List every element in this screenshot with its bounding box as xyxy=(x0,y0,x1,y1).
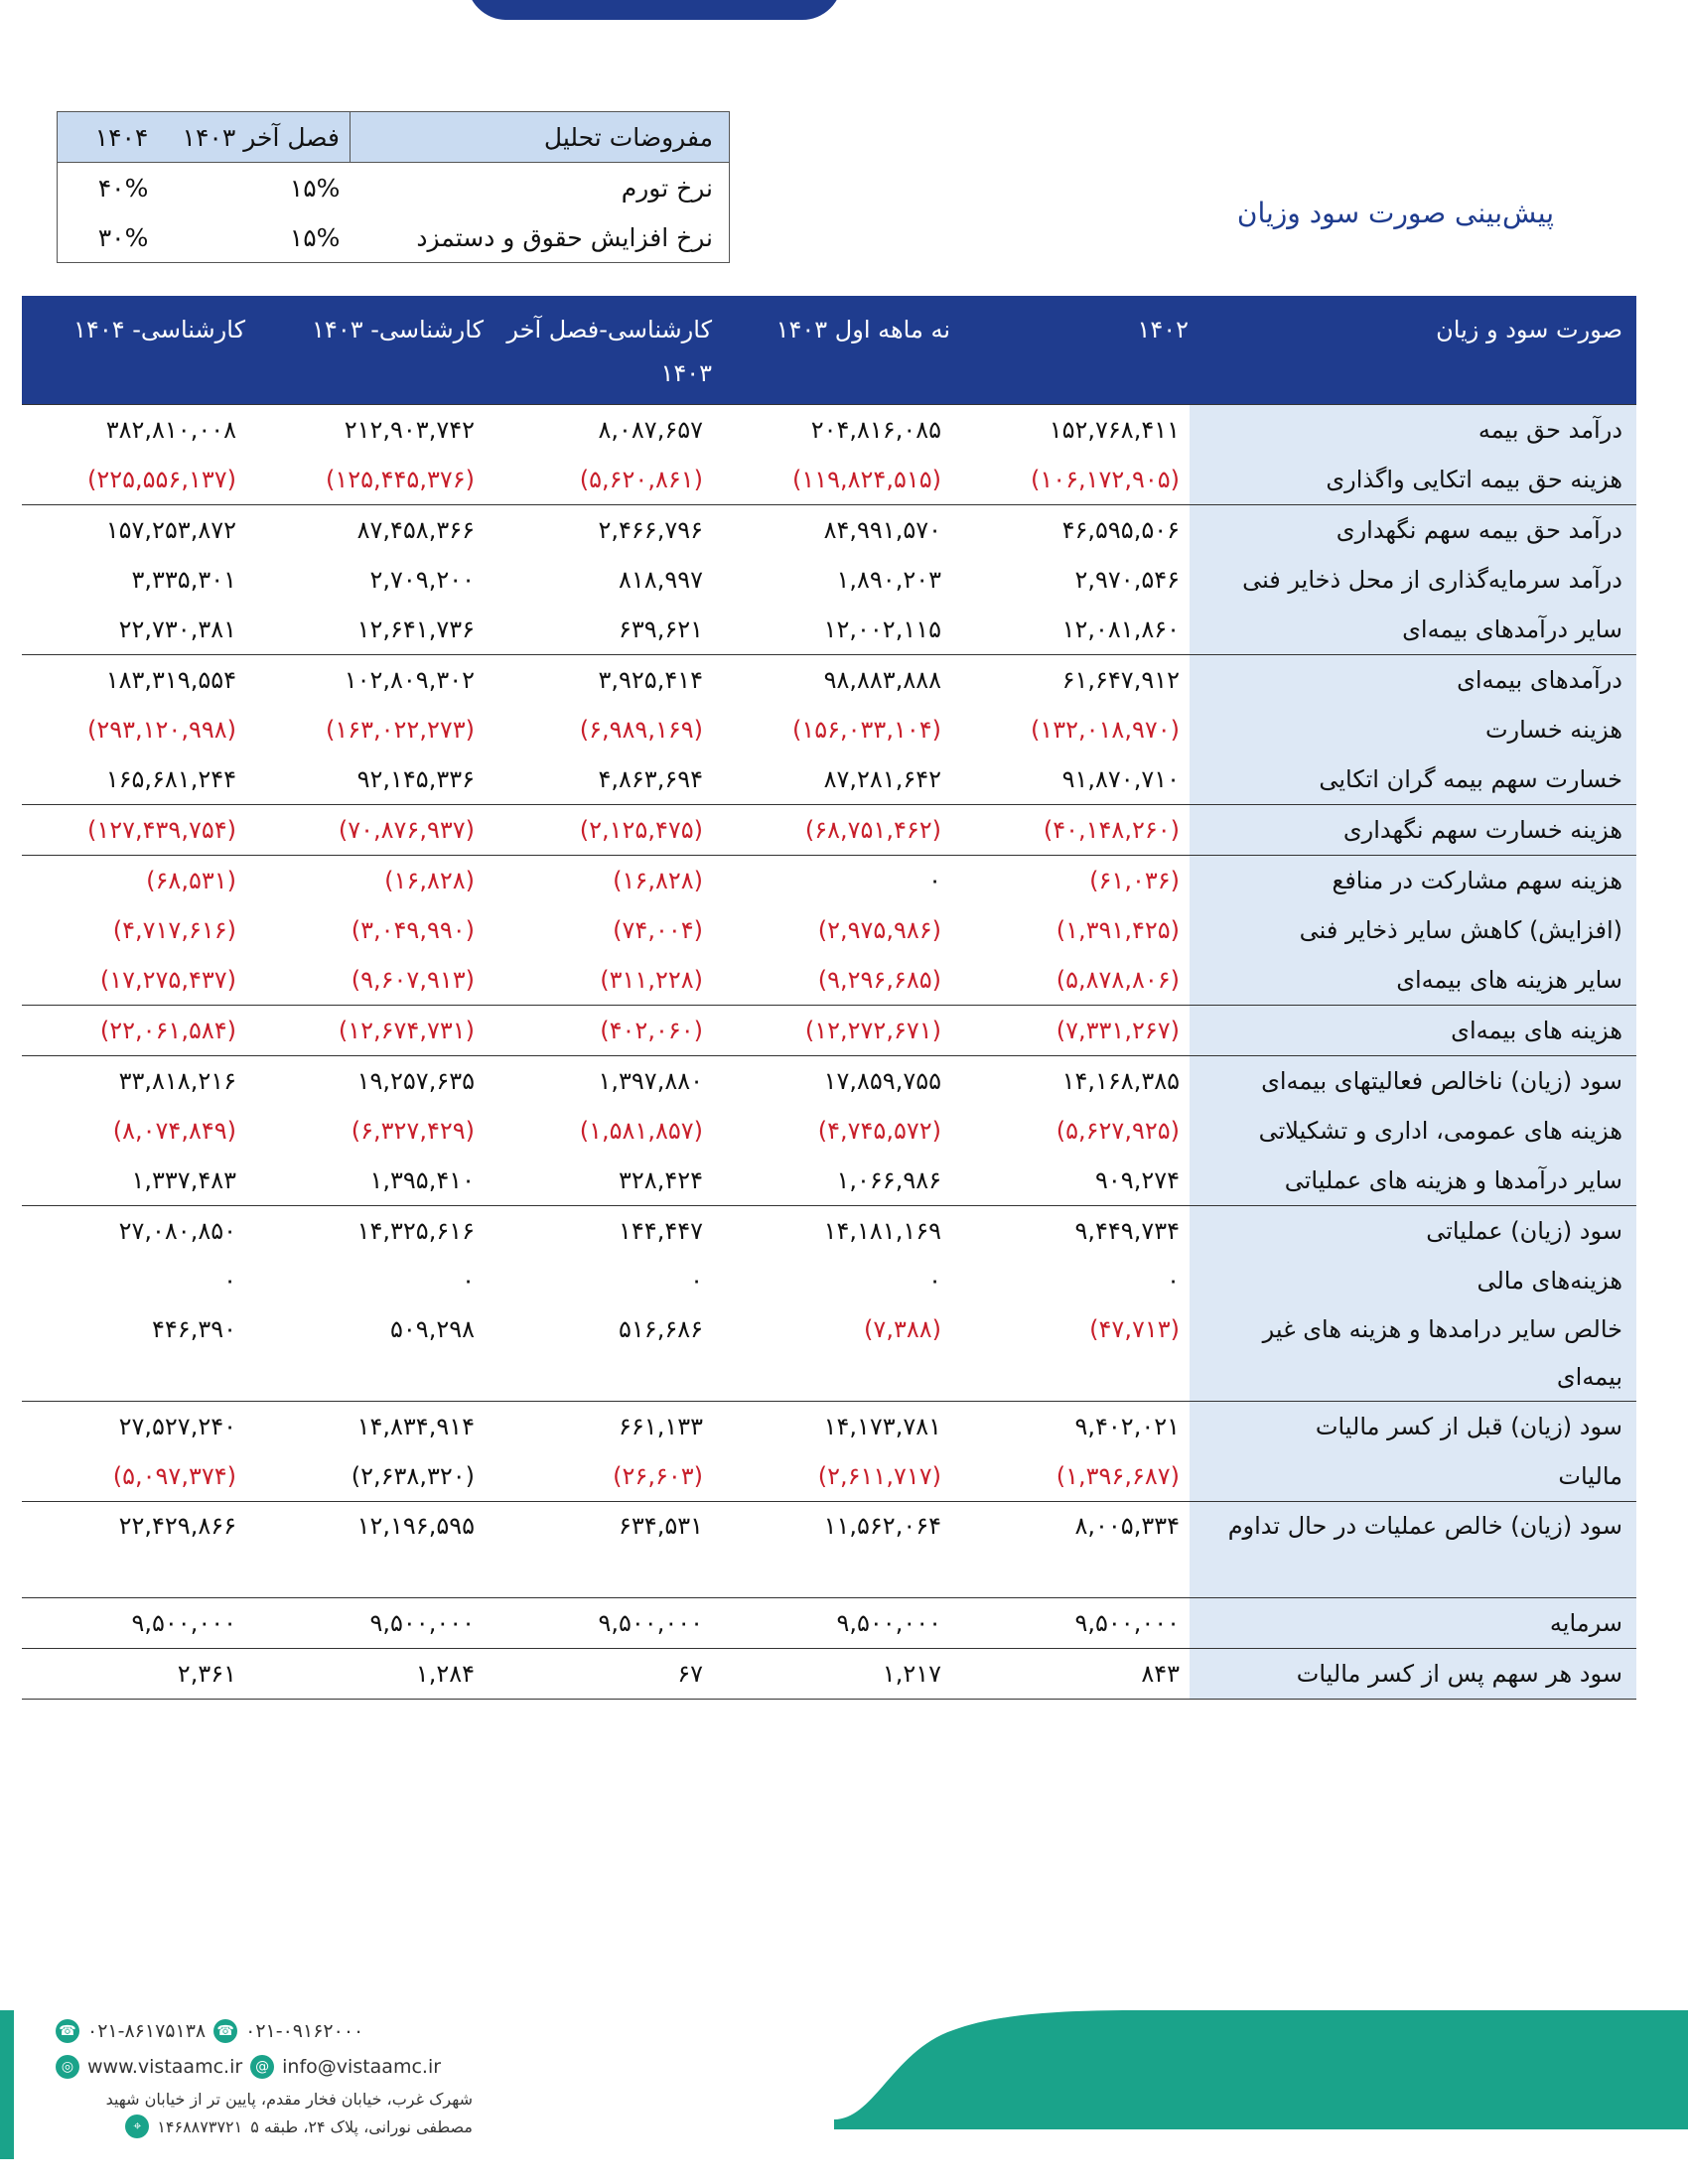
cell-value: ۳,۳۳۵,۳۰۱ xyxy=(131,566,236,594)
cell-value: ۹,۵۰۰,۰۰۰ xyxy=(713,1598,951,1649)
row-label: هزینه خسارت xyxy=(1190,705,1636,754)
cell-value: ۹,۵۰۰,۰۰۰ xyxy=(246,1598,485,1649)
footer-accent-bar xyxy=(0,2010,14,2159)
cell-value: ۹۸,۸۸۳,۸۸۸ xyxy=(713,655,951,706)
row-label: هزینه خسارت سهم نگهداری xyxy=(1190,805,1636,856)
cell-value: ۰ xyxy=(713,856,951,906)
cell-value: (۴,۷۱۷,۶۱۶) xyxy=(112,916,236,944)
footer-wave-decoration xyxy=(834,2010,1688,2129)
row-label: هزینه حق بیمه اتکایی واگذاری xyxy=(1190,455,1636,505)
cell-value: (۹,۲۹۶,۶۸۵) xyxy=(817,966,941,994)
cell-value: (۲۹۳,۱۲۰,۹۹۸) xyxy=(86,716,236,744)
cell-value: ۸۷,۴۵۸,۳۶۶ xyxy=(246,505,485,556)
cell-value: (۵,۶۲۰,۸۶۱) xyxy=(579,466,703,493)
row-label: هزینه های بیمه‌ای xyxy=(1190,1006,1636,1056)
cell-value: ۵۱۶,۶۸۶ xyxy=(619,1315,703,1343)
cell-value: (۲۲,۰۶۱,۵۸۴) xyxy=(22,1006,246,1056)
cell-value: ۱۵۷,۲۵۳,۸۷۲ xyxy=(22,505,246,556)
footer-phone-row xyxy=(56,2013,473,2049)
cell-value: ۱۴,۳۲۵,۶۱۶ xyxy=(246,1206,485,1257)
table-row xyxy=(22,1305,1636,1402)
cell-value: ۰ xyxy=(1167,1267,1180,1295)
cell-value: ۲,۳۶۱ xyxy=(22,1649,246,1700)
header-1402: ۱۴۰۲ xyxy=(951,296,1190,405)
assumptions-row xyxy=(58,163,730,213)
cell-value: (۱۶,۸۲۸) xyxy=(485,856,713,906)
cell-value: ۴۴۶,۳۹۰ xyxy=(152,1315,236,1343)
cell-value: (۷۴,۰۰۴) xyxy=(613,916,703,944)
cell-value: (۶۸,۵۳۱) xyxy=(22,856,246,906)
table-row xyxy=(22,705,1636,754)
table-row xyxy=(22,754,1636,805)
cell-value: (۱۲,۶۷۴,۷۳۱) xyxy=(246,1006,485,1056)
row-label: هزینه‌های مالی xyxy=(1190,1256,1636,1305)
cell-value: ۱۲,۱۹۶,۵۹۵ xyxy=(246,1502,485,1598)
cell-value: ۸,۰۰۵,۳۳۴ xyxy=(951,1502,1190,1598)
cell-value: ۵۰۹,۲۹۸ xyxy=(390,1315,475,1343)
cell-value: (۱۲۵,۴۴۵,۳۷۶) xyxy=(325,466,475,493)
cell-value: (۲,۶۱۱,۷۱۷) xyxy=(817,1462,941,1490)
cell-value: ۳۲۸,۴۲۴ xyxy=(619,1166,703,1194)
cell-value: ۹,۵۰۰,۰۰۰ xyxy=(951,1598,1190,1649)
page-title: پیش‌بینی صورت سود وزیان xyxy=(1236,197,1554,229)
cell-value: ۹,۴۴۹,۷۳۴ xyxy=(951,1206,1190,1257)
cell-value: ۱۷,۸۵۹,۷۵۵ xyxy=(713,1056,951,1107)
footer-address-row xyxy=(56,2085,473,2113)
row-label: سود (زیان) قبل از کسر مالیات xyxy=(1190,1402,1636,1452)
row-label: خسارت سهم بیمه گران اتکایی xyxy=(1190,754,1636,805)
cell-value: ۶۳۴,۵۳۱ xyxy=(485,1502,713,1598)
row-label: هزینه های عمومی، اداری و تشکیلاتی xyxy=(1190,1106,1636,1156)
cell-value: ۳۸۲,۸۱۰,۰۰۸ xyxy=(22,405,246,456)
table-row xyxy=(22,1006,1636,1056)
row-label: (افزایش) کاهش سایر ذخایر فنی xyxy=(1190,905,1636,955)
cell-value: (۴,۷۴۵,۵۷۲) xyxy=(817,1117,941,1145)
cell-value: ۱۱,۵۶۲,۰۶۴ xyxy=(713,1502,951,1598)
cell-value: ۸,۰۸۷,۶۵۷ xyxy=(485,405,713,456)
row-label: مالیات xyxy=(1190,1451,1636,1502)
table-row xyxy=(22,1156,1636,1206)
cell-value: ۲,۹۷۰,۵۴۶ xyxy=(1074,566,1180,594)
assumptions-table xyxy=(57,111,730,263)
table-row xyxy=(22,1056,1636,1107)
table-row xyxy=(22,455,1636,505)
cell-value: ۹,۴۰۲,۰۲۱ xyxy=(951,1402,1190,1452)
footer-contact xyxy=(56,2013,473,2140)
cell-value: (۱,۵۸۱,۸۵۷) xyxy=(579,1117,703,1145)
location-icon: ⌖ xyxy=(125,2115,149,2138)
phone-icon: ☎ xyxy=(213,2019,237,2043)
header-last-quarter-1403: کارشناسی-فصل آخر ۱۴۰۳ xyxy=(485,296,713,405)
table-row xyxy=(22,1402,1636,1452)
cell-value: (۵,۰۹۷,۳۷۴) xyxy=(112,1462,236,1490)
header-expert-1403: کارشناسی- ۱۴۰۳ xyxy=(246,296,485,405)
address-line: مصطفی نورانی، پلاک ۲۴، طبقه ۵ xyxy=(250,2116,473,2136)
assumptions-value: ۱۵% xyxy=(289,173,341,203)
header-expert-1404: کارشناسی- ۱۴۰۴ xyxy=(22,296,246,405)
cell-value: (۱۱۹,۸۲۴,۵۱۵) xyxy=(791,466,941,493)
cell-value: (۶۱,۰۳۶) xyxy=(951,856,1190,906)
cell-value: ۳۳,۸۱۸,۲۱۶ xyxy=(22,1056,246,1107)
cell-value: ۲,۴۶۶,۷۹۶ xyxy=(485,505,713,556)
cell-value: (۱,۳۹۶,۶۸۷) xyxy=(1055,1462,1180,1490)
cell-value: (۷۰,۸۷۶,۹۳۷) xyxy=(246,805,485,856)
phone-icon: ☎ xyxy=(56,2019,79,2043)
cell-value: ۹,۵۰۰,۰۰۰ xyxy=(22,1598,246,1649)
table-row xyxy=(22,905,1636,955)
cell-value: ۶۶۱,۱۳۳ xyxy=(485,1402,713,1452)
cell-value: (۳۱۱,۲۲۸) xyxy=(600,966,703,994)
table-row xyxy=(22,555,1636,605)
table-row xyxy=(22,1206,1636,1257)
cell-value: ۱۴,۱۸۱,۱۶۹ xyxy=(713,1206,951,1257)
cell-value: ۹۱,۸۷۰,۷۱۰ xyxy=(1061,765,1180,793)
table-row xyxy=(22,655,1636,706)
cell-value: ۹۲,۱۴۵,۳۳۶ xyxy=(356,765,475,793)
cell-value: (۷,۳۸۸) xyxy=(864,1315,941,1343)
cell-value: ۸۷,۲۸۱,۶۴۲ xyxy=(823,765,941,793)
table-row xyxy=(22,1106,1636,1156)
cell-value: ۲۱۲,۹۰۳,۷۴۲ xyxy=(246,405,485,456)
table-row xyxy=(22,955,1636,1006)
assumptions-label: نرخ افزایش حقوق و دستمزد xyxy=(416,222,713,252)
cell-value: (۱۲۷,۴۳۹,۷۵۴) xyxy=(22,805,246,856)
cell-value: ۱,۳۹۷,۸۸۰ xyxy=(485,1056,713,1107)
row-label: سرمایه xyxy=(1190,1598,1636,1649)
cell-value: ۰ xyxy=(928,1267,941,1295)
income-header-row xyxy=(22,296,1636,405)
row-label: سود (زیان) خالص عملیات در حال تداوم xyxy=(1190,1502,1636,1598)
cell-value: ۱,۳۹۵,۴۱۰ xyxy=(369,1166,475,1194)
table-row xyxy=(22,1256,1636,1305)
cell-value: ۱۵۲,۷۶۸,۴۱۱ xyxy=(951,405,1190,456)
assumptions-value: ۴۰% xyxy=(97,173,149,203)
cell-value: ۶۷ xyxy=(485,1649,713,1700)
assumptions-title: مفروضات تحلیل xyxy=(350,112,729,163)
assumptions-value: ۳۰% xyxy=(97,222,149,252)
table-row xyxy=(22,856,1636,906)
cell-value: (۴۰,۱۴۸,۲۶۰) xyxy=(951,805,1190,856)
cell-value: (۳,۰۴۹,۹۹۰) xyxy=(351,916,475,944)
table-row xyxy=(22,1502,1636,1598)
row-label: درآمد حق بیمه سهم نگهداری xyxy=(1190,505,1636,556)
cell-value: ۱۶۵,۶۸۱,۲۴۴ xyxy=(105,765,236,793)
cell-value: ۱,۸۹۰,۲۰۳ xyxy=(836,566,941,594)
cell-value: ۱۴,۱۷۳,۷۸۱ xyxy=(713,1402,951,1452)
cell-value: (۲,۱۲۵,۴۷۵) xyxy=(485,805,713,856)
cell-value: ۲۲,۴۲۹,۸۶۶ xyxy=(22,1502,246,1598)
row-label: خالص سایر درامدها و هزینه های غیر بیمه‌ای xyxy=(1190,1305,1636,1402)
row-label: سایر درآمدهای بیمه‌ای xyxy=(1190,605,1636,655)
row-label: درآمد سرمایه‌گذاری از محل ذخایر فنی xyxy=(1190,555,1636,605)
row-label: درآمدهای بیمه‌ای xyxy=(1190,655,1636,706)
cell-value: ۱۲,۰۸۱,۸۶۰ xyxy=(1061,615,1180,643)
cell-value: ۱۲,۰۰۲,۱۱۵ xyxy=(823,615,941,643)
row-label: سود (زیان) عملیاتی xyxy=(1190,1206,1636,1257)
cell-value: ۱,۲۱۷ xyxy=(713,1649,951,1700)
website-link[interactable]: www.vistaamc.ir xyxy=(87,2056,243,2078)
cell-value: (۱۳۲,۰۱۸,۹۷۰) xyxy=(1030,716,1180,744)
table-row xyxy=(22,505,1636,556)
cell-value: (۶۸,۷۵۱,۴۶۲) xyxy=(713,805,951,856)
cell-value: ۱۴,۸۳۴,۹۱۴ xyxy=(246,1402,485,1452)
top-header-tab xyxy=(467,0,842,20)
assumptions-header-row xyxy=(58,112,730,163)
row-label: سایر درآمدها و هزینه های عملیاتی xyxy=(1190,1156,1636,1206)
table-row xyxy=(22,1598,1636,1649)
cell-value: ۰ xyxy=(690,1267,703,1295)
footer-address-row xyxy=(56,2113,473,2140)
assumptions-col2-header: ۱۴۰۴ xyxy=(58,112,159,163)
email-link[interactable]: info@vistaamc.ir xyxy=(282,2056,442,2078)
cell-value: (۱۰۶,۱۷۲,۹۰۵) xyxy=(1030,466,1180,493)
table-row xyxy=(22,405,1636,456)
cell-value: ۲,۷۰۹,۲۰۰ xyxy=(369,566,475,594)
cell-value: (۶,۹۸۹,۱۶۹) xyxy=(579,716,703,744)
table-row xyxy=(22,805,1636,856)
cell-value: ۱۲,۶۴۱,۷۳۶ xyxy=(356,615,475,643)
cell-value: ۰ xyxy=(462,1267,475,1295)
globe-icon: ◎ xyxy=(56,2055,79,2079)
email-icon: @ xyxy=(250,2055,274,2079)
phone-number[interactable]: ۰۲۱-۸۶۱۷۵۱۳۸ xyxy=(87,2020,207,2042)
cell-value: (۱۲,۲۷۲,۶۷۱) xyxy=(713,1006,951,1056)
assumptions-label: نرخ تورم xyxy=(621,173,713,203)
cell-value: ۱,۲۸۴ xyxy=(246,1649,485,1700)
cell-value: ۲۰۴,۸۱۶,۰۸۵ xyxy=(713,405,951,456)
cell-value: ۴,۸۶۳,۶۹۴ xyxy=(598,765,703,793)
cell-value: (۲۲۵,۵۵۶,۱۳۷) xyxy=(86,466,236,493)
cell-value: ۸۴,۹۹۱,۵۷۰ xyxy=(713,505,951,556)
cell-value: (۱۶,۸۲۸) xyxy=(246,856,485,906)
header-nine-months-1403: نه ماهه اول ۱۴۰۳ xyxy=(713,296,951,405)
cell-value: (۹,۶۰۷,۹۱۳) xyxy=(351,966,475,994)
cell-value: ۱۴۴,۴۴۷ xyxy=(485,1206,713,1257)
row-label: درآمد حق بیمه xyxy=(1190,405,1636,456)
cell-value: (۱,۳۹۱,۴۲۵) xyxy=(1055,916,1180,944)
row-label: سود هر سهم پس از کسر مالیات xyxy=(1190,1649,1636,1700)
cell-value: ۱۴,۱۶۸,۳۸۵ xyxy=(951,1056,1190,1107)
cell-value: (۷,۳۳۱,۲۶۷) xyxy=(951,1006,1190,1056)
cell-value: ۳,۹۲۵,۴۱۴ xyxy=(485,655,713,706)
assumptions-value: ۱۵% xyxy=(289,222,341,252)
cell-value: (۱۶۳,۰۲۲,۲۷۳) xyxy=(325,716,475,744)
row-label: سایر هزینه های بیمه‌ای xyxy=(1190,955,1636,1006)
cell-value: ۶۳۹,۶۲۱ xyxy=(619,615,703,643)
cell-value: ۸۱۸,۹۹۷ xyxy=(619,566,703,594)
cell-value: (۲,۹۷۵,۹۸۶) xyxy=(817,916,941,944)
cell-value: (۴۰۲,۰۶۰) xyxy=(485,1006,713,1056)
cell-value: ۱۸۳,۳۱۹,۵۵۴ xyxy=(22,655,246,706)
cell-value: (۴۷,۷۱۳) xyxy=(1089,1315,1180,1343)
cell-value: ۲۷,۵۲۷,۲۴۰ xyxy=(22,1402,246,1452)
cell-value: ۱,۰۶۶,۹۸۶ xyxy=(836,1166,941,1194)
cell-value: (۱۷,۲۷۵,۴۳۷) xyxy=(99,966,236,994)
cell-value: (۱۵۶,۰۳۳,۱۰۴) xyxy=(791,716,941,744)
row-label: سود (زیان) ناخالص فعالیتهای بیمه‌ای xyxy=(1190,1056,1636,1107)
cell-value: ۴۶,۵۹۵,۵۰۶ xyxy=(951,505,1190,556)
cell-value: (۵,۸۷۸,۸۰۶) xyxy=(1055,966,1180,994)
cell-value: ۱۹,۲۵۷,۶۳۵ xyxy=(246,1056,485,1107)
cell-value: (۸,۰۷۴,۸۴۹) xyxy=(112,1117,236,1145)
cell-value: ۸۴۳ xyxy=(951,1649,1190,1700)
cell-value: (۵,۶۲۷,۹۲۵) xyxy=(1055,1117,1180,1145)
cell-value: ۰ xyxy=(223,1267,236,1295)
phone-number[interactable]: ۰۲۱-۰۹۱۶۲۰۰۰ xyxy=(245,2020,364,2042)
postal-code: ۱۴۶۸۸۷۳۷۲۱ xyxy=(157,2116,243,2136)
cell-value: ۶۱,۶۴۷,۹۱۲ xyxy=(951,655,1190,706)
cell-value: (۶,۳۲۷,۴۲۹) xyxy=(351,1117,475,1145)
address-line: شهرک غرب، خیابان فخار مقدم، پایین تر از خیابان شهید xyxy=(105,2089,473,2109)
assumptions-row xyxy=(58,212,730,263)
row-label: هزینه سهم مشارکت در منافع xyxy=(1190,856,1636,906)
table-row xyxy=(22,605,1636,655)
cell-value: ۱,۳۳۷,۴۸۳ xyxy=(131,1166,236,1194)
table-row xyxy=(22,1649,1636,1700)
income-statement-table xyxy=(22,296,1636,1700)
cell-value: ۲۷,۰۸۰,۸۵۰ xyxy=(22,1206,246,1257)
header-statement: صورت سود و زیان xyxy=(1190,296,1636,405)
cell-value: ۱۰۲,۸۰۹,۳۰۲ xyxy=(246,655,485,706)
cell-value: (۲,۶۳۸,۳۲۰) xyxy=(351,1462,475,1490)
cell-value: (۲۶,۶۰۳) xyxy=(613,1462,703,1490)
cell-value: ۹۰۹,۲۷۴ xyxy=(1095,1166,1180,1194)
footer-web-row xyxy=(56,2049,473,2085)
cell-value: ۹,۵۰۰,۰۰۰ xyxy=(485,1598,713,1649)
cell-value: ۲۲,۷۳۰,۳۸۱ xyxy=(118,615,236,643)
table-row xyxy=(22,1451,1636,1502)
assumptions-col1-header: فصل آخر ۱۴۰۳ xyxy=(158,112,350,163)
